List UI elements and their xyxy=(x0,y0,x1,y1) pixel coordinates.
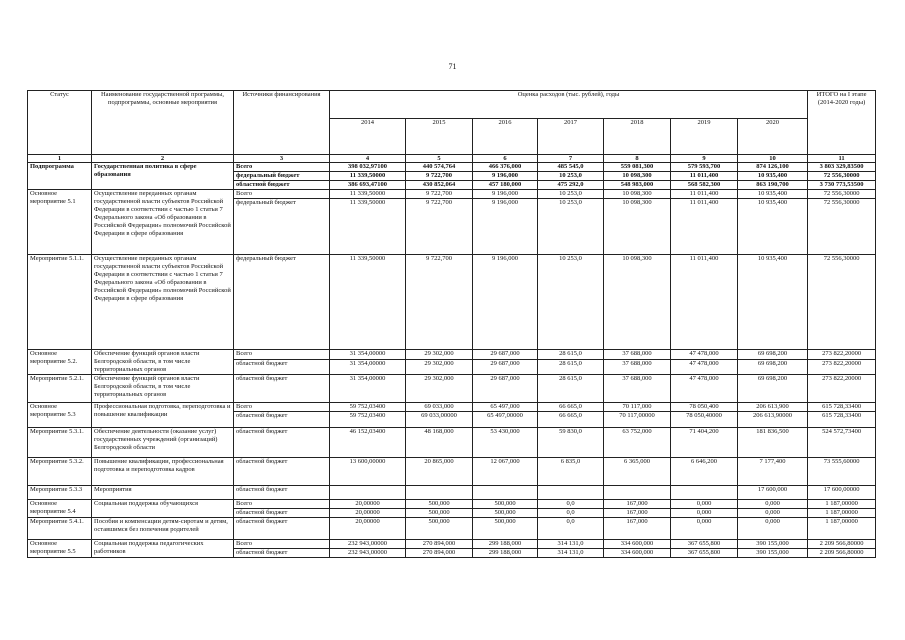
row-year-value: 29 687,000 xyxy=(473,350,538,360)
row-total-value: 273 822,20000 xyxy=(808,375,876,403)
header-status: Статус xyxy=(28,91,92,155)
header-year: 2018 xyxy=(604,119,671,155)
row-year-value: 485 545,0 xyxy=(538,163,604,172)
column-number-row xyxy=(28,155,876,163)
table-row xyxy=(28,518,876,540)
column-number: 11 xyxy=(808,155,876,163)
row-year-value: 0,0 xyxy=(538,509,604,518)
row-name: Обеспечение функций органов власти Белгородской области, в том числе территориальных органов xyxy=(92,350,234,375)
row-source: областной бюджет xyxy=(234,458,330,486)
row-year-value: 398 032,97100 xyxy=(330,163,406,172)
column-number: 8 xyxy=(604,155,671,163)
row-status: Мероприятие 5.2.1. xyxy=(28,375,92,403)
row-total-value: 1 187,00000 xyxy=(808,500,876,509)
header-year: 2019 xyxy=(671,119,738,155)
row-total-value: 17 600,00000 xyxy=(808,486,876,500)
header-sources: Источники финансирования xyxy=(234,91,330,155)
row-year-value: 11 011,400 xyxy=(671,190,738,199)
row-year-value: 20,00000 xyxy=(330,509,406,518)
row-year-value: 10 098,300 xyxy=(604,172,671,181)
row-status: Мероприятие 5.3.2. xyxy=(28,458,92,486)
row-year-value: 440 574,764 xyxy=(406,163,473,172)
row-year-value: 20,00000 xyxy=(330,518,406,540)
row-year-value xyxy=(473,486,538,500)
row-year-value: 430 852,064 xyxy=(406,181,473,190)
row-source: областной бюджет xyxy=(234,359,330,374)
row-year-value: 11 011,400 xyxy=(671,199,738,255)
row-year-value: 500,000 xyxy=(406,500,473,509)
row-year-value: 46 152,03400 xyxy=(330,428,406,458)
row-year-value: 270 894,000 xyxy=(406,549,473,558)
row-year-value: 66 665,0 xyxy=(538,412,604,428)
row-source: Всего xyxy=(234,403,330,412)
row-source: Всего xyxy=(234,163,330,172)
row-name: Государственная политика в сфере образования xyxy=(92,163,234,190)
row-year-value: 0,000 xyxy=(671,509,738,518)
row-year-value: 11 339,50000 xyxy=(330,199,406,255)
row-source: областной бюджет xyxy=(234,428,330,458)
column-number: 6 xyxy=(473,155,538,163)
row-year-value: 9 196,000 xyxy=(473,172,538,181)
row-year-value: 37 688,000 xyxy=(604,359,671,374)
table-row xyxy=(28,500,876,509)
row-total-value: 72 556,30000 xyxy=(808,190,876,199)
row-year-value: 206 613,900 xyxy=(738,403,808,412)
row-year-value: 334 600,000 xyxy=(604,540,671,549)
row-year-value: 390 155,000 xyxy=(738,540,808,549)
row-year-value: 9 722,700 xyxy=(406,199,473,255)
row-total-value: 73 555,60000 xyxy=(808,458,876,486)
header-year: 2017 xyxy=(538,119,604,155)
column-number: 1 xyxy=(28,155,92,163)
row-year-value: 0,000 xyxy=(738,509,808,518)
row-year-value: 500,000 xyxy=(473,518,538,540)
row-year-value: 71 404,200 xyxy=(671,428,738,458)
row-total-value: 72 556,30000 xyxy=(808,255,876,350)
row-status: Основное мероприятие 5.2. xyxy=(28,350,92,375)
row-status: Основное мероприятие 5.5 xyxy=(28,540,92,558)
column-number: 10 xyxy=(738,155,808,163)
row-year-value: 9 722,700 xyxy=(406,255,473,350)
table-row xyxy=(28,486,876,500)
row-year-value: 9 722,700 xyxy=(406,190,473,199)
row-source: Всего xyxy=(234,540,330,549)
row-year-value: 0,000 xyxy=(671,518,738,540)
row-year-value: 37 688,000 xyxy=(604,350,671,360)
row-source: федеральный бюджет xyxy=(234,199,330,255)
table-row xyxy=(28,255,876,350)
row-source: Всего xyxy=(234,190,330,199)
column-number: 7 xyxy=(538,155,604,163)
row-year-value: 314 131,0 xyxy=(538,540,604,549)
row-year-value: 10 935,400 xyxy=(738,199,808,255)
header-year: 2014 xyxy=(330,119,406,155)
row-status: Подпрограмма xyxy=(28,163,92,190)
row-year-value: 28 615,0 xyxy=(538,359,604,374)
row-total-value: 3 803 329,83500 xyxy=(808,163,876,172)
row-year-value: 11 339,50000 xyxy=(330,255,406,350)
row-total-value: 1 187,00000 xyxy=(808,509,876,518)
row-source: федеральный бюджет xyxy=(234,172,330,181)
row-year-value: 500,000 xyxy=(473,509,538,518)
row-status: Основное мероприятие 5.4 xyxy=(28,500,92,518)
row-year-value: 20 865,000 xyxy=(406,458,473,486)
row-year-value: 69 033,000 xyxy=(406,403,473,412)
row-total-value: 524 572,73400 xyxy=(808,428,876,458)
row-year-value: 53 430,000 xyxy=(473,428,538,458)
row-year-value: 65 497,00000 xyxy=(473,412,538,428)
row-year-value: 11 339,50000 xyxy=(330,190,406,199)
header-year: 2016 xyxy=(473,119,538,155)
budget-table xyxy=(27,90,876,558)
row-status: Мероприятие 5.1.1. xyxy=(28,255,92,350)
row-name: Социальная поддержка обучающихся xyxy=(92,500,234,518)
row-year-value xyxy=(604,486,671,500)
row-year-value: 167,000 xyxy=(604,500,671,509)
row-year-value: 314 131,0 xyxy=(538,549,604,558)
row-year-value: 299 188,000 xyxy=(473,549,538,558)
row-name: Социальная поддержка педагогических работников xyxy=(92,540,234,558)
row-year-value: 78 050,40000 xyxy=(671,412,738,428)
row-year-value: 10 253,0 xyxy=(538,172,604,181)
row-year-value: 78 050,400 xyxy=(671,403,738,412)
row-year-value: 47 478,000 xyxy=(671,375,738,403)
row-year-value: 167,000 xyxy=(604,509,671,518)
row-total-value: 2 209 566,80000 xyxy=(808,540,876,549)
row-year-value: 29 302,000 xyxy=(406,359,473,374)
row-source: Всего xyxy=(234,350,330,360)
row-year-value: 6 365,000 xyxy=(604,458,671,486)
row-year-value: 500,000 xyxy=(473,500,538,509)
row-year-value: 7 177,400 xyxy=(738,458,808,486)
row-year-value: 390 155,000 xyxy=(738,549,808,558)
row-year-value: 29 687,000 xyxy=(473,359,538,374)
row-year-value: 10 935,400 xyxy=(738,255,808,350)
row-total-value: 273 822,20000 xyxy=(808,359,876,374)
row-year-value: 47 478,000 xyxy=(671,350,738,360)
row-year-value: 70 117,000 xyxy=(604,403,671,412)
table-row xyxy=(28,190,876,199)
row-status: Мероприятие 5.3.3 xyxy=(28,486,92,500)
row-year-value: 10 098,300 xyxy=(604,190,671,199)
row-year-value: 466 376,000 xyxy=(473,163,538,172)
row-year-value: 9 196,000 xyxy=(473,255,538,350)
row-total-value: 2 209 566,80000 xyxy=(808,549,876,558)
row-name: Профессиональная подготовка, переподготовка и повышение квалификации xyxy=(92,403,234,428)
row-year-value: 299 188,000 xyxy=(473,540,538,549)
row-year-value: 65 497,000 xyxy=(473,403,538,412)
row-year-value: 167,000 xyxy=(604,518,671,540)
row-year-value: 10 253,0 xyxy=(538,199,604,255)
row-year-value: 12 067,000 xyxy=(473,458,538,486)
row-source: областной бюджет xyxy=(234,486,330,500)
row-year-value: 10 253,0 xyxy=(538,190,604,199)
row-year-value: 9 722,700 xyxy=(406,172,473,181)
row-year-value: 206 613,90000 xyxy=(738,412,808,428)
column-number: 4 xyxy=(330,155,406,163)
row-year-value: 548 983,000 xyxy=(604,181,671,190)
row-source: областной бюджет xyxy=(234,412,330,428)
header-name: Наименование государственной программы, подпрограммы, основные мероприятия xyxy=(92,91,234,155)
header-estimate: Оценка расходов (тыс. рублей), годы xyxy=(330,91,808,119)
row-year-value: 59 752,03400 xyxy=(330,403,406,412)
row-source: областной бюджет xyxy=(234,509,330,518)
row-year-value: 31 354,00000 xyxy=(330,350,406,360)
row-year-value: 59 830,0 xyxy=(538,428,604,458)
row-year-value: 70 117,00000 xyxy=(604,412,671,428)
row-year-value: 9 196,000 xyxy=(473,199,538,255)
row-year-value: 10 253,0 xyxy=(538,255,604,350)
header-total: ИТОГО на I этапе (2014-2020 годы) xyxy=(808,91,876,155)
row-source: областной бюджет xyxy=(234,549,330,558)
row-year-value: 0,0 xyxy=(538,500,604,509)
row-year-value: 17 600,000 xyxy=(738,486,808,500)
row-name: Пособия и компенсации детям-сиротам и детям, оставшимся без попечения родителей xyxy=(92,518,234,540)
row-year-value: 69 698,200 xyxy=(738,375,808,403)
row-status: Мероприятие 5.3.1. xyxy=(28,428,92,458)
row-year-value: 475 292,0 xyxy=(538,181,604,190)
row-total-value: 72 556,30000 xyxy=(808,199,876,255)
row-source: областной бюджет xyxy=(234,181,330,190)
row-year-value: 232 943,00000 xyxy=(330,549,406,558)
table-body xyxy=(28,163,876,558)
row-year-value: 37 688,000 xyxy=(604,375,671,403)
row-total-value: 3 730 773,53500 xyxy=(808,181,876,190)
table-row xyxy=(28,540,876,549)
row-year-value: 10 098,300 xyxy=(604,255,671,350)
row-status: Основное мероприятие 5.1 xyxy=(28,190,92,255)
table-row xyxy=(28,163,876,172)
row-source: Всего xyxy=(234,500,330,509)
row-name: Мероприятия xyxy=(92,486,234,500)
row-year-value: 367 655,800 xyxy=(671,549,738,558)
row-year-value: 48 168,000 xyxy=(406,428,473,458)
row-year-value: 10 935,400 xyxy=(738,172,808,181)
header-year: 2015 xyxy=(406,119,473,155)
row-year-value: 11 339,50000 xyxy=(330,172,406,181)
row-year-value: 863 190,700 xyxy=(738,181,808,190)
row-year-value: 270 894,000 xyxy=(406,540,473,549)
row-total-value: 615 728,33400 xyxy=(808,412,876,428)
row-year-value: 0,000 xyxy=(738,518,808,540)
row-year-value: 20,00000 xyxy=(330,500,406,509)
row-year-value: 6 835,0 xyxy=(538,458,604,486)
row-year-value xyxy=(671,486,738,500)
row-year-value: 559 081,300 xyxy=(604,163,671,172)
row-name: Повышение квалификации, профессиональная подготовка и переподготовка кадров xyxy=(92,458,234,486)
row-year-value: 69 033,00000 xyxy=(406,412,473,428)
row-total-value: 1 187,00000 xyxy=(808,518,876,540)
row-year-value: 47 478,000 xyxy=(671,359,738,374)
row-year-value: 386 693,47100 xyxy=(330,181,406,190)
row-year-value: 334 600,000 xyxy=(604,549,671,558)
row-year-value: 31 354,00000 xyxy=(330,359,406,374)
row-year-value: 63 752,000 xyxy=(604,428,671,458)
row-year-value: 181 836,500 xyxy=(738,428,808,458)
column-number: 3 xyxy=(234,155,330,163)
row-year-value: 568 582,300 xyxy=(671,181,738,190)
row-name: Осуществление переданных органам государственной власти субъектов Российской Федерации в соответствии с частью 1 статьи 7 Федерального закона «Об образовании в Российской Федерации» полномочий Российской Федерации в сфере образования xyxy=(92,190,234,255)
row-year-value: 11 011,400 xyxy=(671,255,738,350)
row-year-value: 10 098,300 xyxy=(604,199,671,255)
column-number: 5 xyxy=(406,155,473,163)
row-year-value: 66 665,0 xyxy=(538,403,604,412)
row-source: федеральный бюджет xyxy=(234,255,330,350)
row-year-value: 59 752,03400 xyxy=(330,412,406,428)
row-source: областной бюджет xyxy=(234,518,330,540)
column-number: 9 xyxy=(671,155,738,163)
row-year-value: 69 698,200 xyxy=(738,359,808,374)
row-year-value: 500,000 xyxy=(406,509,473,518)
row-total-value: 615 728,33400 xyxy=(808,403,876,412)
column-number: 2 xyxy=(92,155,234,163)
row-year-value: 500,000 xyxy=(406,518,473,540)
header-year: 2020 xyxy=(738,119,808,155)
row-status: Мероприятие 5.4.1. xyxy=(28,518,92,540)
table-row xyxy=(28,428,876,458)
row-status: Основное мероприятие 5.3 xyxy=(28,403,92,428)
row-year-value xyxy=(538,486,604,500)
row-year-value: 28 615,0 xyxy=(538,350,604,360)
table-row xyxy=(28,458,876,486)
row-name: Обеспечение функций органов власти Белгородской области, в том числе территориальных органов xyxy=(92,375,234,403)
table-row xyxy=(28,403,876,412)
table-row xyxy=(28,350,876,360)
row-year-value: 6 646,200 xyxy=(671,458,738,486)
row-year-value: 11 011,400 xyxy=(671,172,738,181)
row-year-value: 874 126,100 xyxy=(738,163,808,172)
row-name: Обеспечение деятельности (оказание услуг) государственных учреждений (организаций) Белгородской области xyxy=(92,428,234,458)
row-total-value: 273 822,20000 xyxy=(808,350,876,360)
row-year-value: 367 655,800 xyxy=(671,540,738,549)
row-year-value: 0,0 xyxy=(538,518,604,540)
row-year-value: 29 302,000 xyxy=(406,350,473,360)
row-year-value: 13 600,00000 xyxy=(330,458,406,486)
row-year-value: 0,000 xyxy=(671,500,738,509)
table-row xyxy=(28,375,876,403)
row-year-value: 9 196,000 xyxy=(473,190,538,199)
row-year-value: 29 302,000 xyxy=(406,375,473,403)
row-year-value: 232 943,00000 xyxy=(330,540,406,549)
row-year-value xyxy=(406,486,473,500)
row-total-value: 72 556,30000 xyxy=(808,172,876,181)
row-year-value: 69 698,200 xyxy=(738,350,808,360)
row-year-value: 579 593,700 xyxy=(671,163,738,172)
row-source: областной бюджет xyxy=(234,375,330,403)
row-year-value: 29 687,000 xyxy=(473,375,538,403)
row-year-value: 0,000 xyxy=(738,500,808,509)
row-year-value: 28 615,0 xyxy=(538,375,604,403)
row-year-value: 31 354,00000 xyxy=(330,375,406,403)
row-year-value: 457 180,000 xyxy=(473,181,538,190)
row-name: Осуществление переданных органам государственной власти субъектов Российской Федерации в соответствии с частью 1 статьи 7 Федерального закона «Об образовании в Российской Федерации» полномочий Российской Федерации в сфере образования xyxy=(92,255,234,350)
page-number: 71 xyxy=(448,62,457,71)
row-year-value xyxy=(330,486,406,500)
row-year-value: 10 935,400 xyxy=(738,190,808,199)
